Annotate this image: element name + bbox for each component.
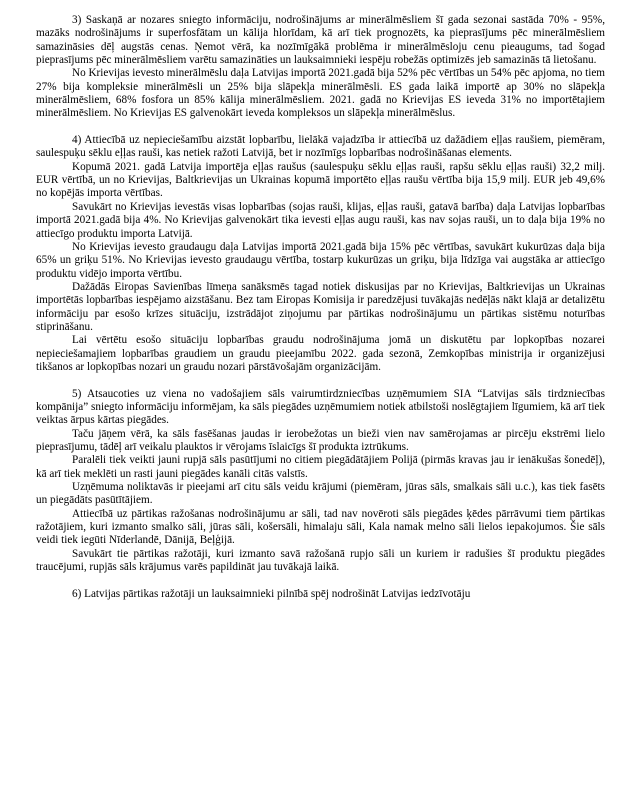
paragraph-5-packaging-capacity: Taču jāņem vērā, ka sāls fasēšanas jaudas ir ierobežotas un bieži vien nav samērojamas ar pircēju ekstrēmi lielo pieprasījumu, tādēļ arī veikalu plauktos ir vērojams īslaicīgs šī produkta iztrūkums.: [36, 427, 605, 453]
paragraph-4-feed-replacement: 4) Attiecībā uz nepieciešamību aizstāt lopbarību, lielākā vajadzība ir attiecībā uz dažādiem eļļas raušiem, piemēram, saulespuķu sēklu eļļas rauši, kas netiek ražoti Latvijā, bet ir nozīmīgs lopbarības nodrošināšanas elements.: [36, 134, 605, 160]
paragraph-5-salt-supply: 5) Atsaucoties uz viena no vadošajiem sāls vairumtirdzniecības uzņēmumiem SIA “Latvijas sāls tirdzniecības kompānija” sniegto informāciju informējam, ka sāls piegādes uzņēmumiem notiek atbilstoši noslēgtajiem līgumiem, kā arī tiek veiktas ārpus kārtas piegādes.: [36, 387, 605, 427]
paragraph-4-eu-discussions: Dažādās Eiropas Savienības līmeņa sanāksmēs tagad notiek diskusijas par no Krievijas, Baltkrievijas un Ukrainas importētās lopbarības iespējamo aizstāšanu. Bez tam Eiropas Komisija ir paredzējusi tuvākajās nedēļās nākt klajā ar detalizētu informāciju par esošo krīzes situāciju, izstrādājot ziņojumu par pārtikas nodrošinājumu un pārtikas sistēmu noturības stiprināšanu.: [36, 280, 605, 333]
paragraph-spacer: [36, 374, 605, 387]
paragraph-3-russian-fertilizer-imports: No Krievijas ievesto minerālmēslu daļa Latvijas importā 2021.gadā bija 52% pēc vērtības un 54% pēc apjoma, no tiem 27% bija kompleksie minerālmēsli un 25% bija slāpekļa minerālmēsli. ES gada laikā importē ap 30% no slāpekļa minerālmēsliem, 68% fosfora un 85% kālija minerālmēsliem. 2021. gadā no Krievijas ES ieveda 31% no importētajiem minerālmēsliem. No Krievijas ES galvenokārt ieveda kompleksos un slāpekļa minerālmēslus.: [36, 67, 605, 120]
paragraph-5-warehouse-stock: Uzņēmuma noliktavās ir pieejami arī citu sāls veidu krājumi (piemēram, jūras sāls, smalkais sāli u.c.), kas tiek fasēts un piegādāts pasūtītājiem.: [36, 481, 605, 507]
paragraph-5-coarse-salt: Savukārt tie pārtikas ražotāji, kuri izmanto savā ražošanā rupjo sāli un kuriem ir radušies šī produktu piegādes traucējumi, rupjās sāls krājumus varēs papildināt jau tuvākajā laikā.: [36, 547, 605, 574]
paragraph-4-ministry-meeting: Lai vērtētu esošo situāciju lopbarības graudu nodrošinājuma jomā un diskutētu par lopkopības nozarei nepieciešamajiem lopbarības graudiem un graudu pieejamību 2022. gada sezonā, Zemkopības ministrija ir organizējusi tikšanos ar lopkopības nozari un graudu nozari pārstāvošajām organizācijām.: [36, 334, 605, 373]
paragraph-5-new-orders: Paralēli tiek veikti jauni rupjā sāls pasūtījumi no citiem piegādātājiem Polijā (pirmās kravas jau ir ienākušas šonedēļ), kā arī tiek meklēti un rasti jauni piegādes kanāli citās valstīs.: [36, 454, 605, 480]
paragraph-4-oilcake-imports: Kopumā 2021. gadā Latvija importēja eļļas raušus (saulespuķu sēklu eļļas rauši, rapšu sēklu eļļas rauši) 32,2 milj. EUR vērtībā, un no Krievijas, Baltkrievijas un Ukrainas kopumā importēto eļļas raušu vērtība bija 15,9 milj. EUR jeb 49,6% no kopējās importa vērtības.: [36, 160, 605, 200]
paragraph-5-food-production-salt: Attiecībā uz pārtikas ražošanas nodrošinājumu ar sāli, tad nav novēroti sāls piegādes ķēdes pārrāvumi tiem pārtikas ražotājiem, kuri izmanto smalko sāli, jūras sāli, košersāli, himalaju sāli, Kala namak melno sāli lielos iepakojumos. Šie sāls veidi tiek iegūti Nīderlandē, Dānijā, Beļģijā.: [36, 507, 605, 547]
paragraph-4-russian-feed-share: Savukārt no Krievijas ievestās visas lopbarības (sojas rauši, klijas, eļļas rauši, gatavā barība) daļa Latvijas lopbarības importā 2021.gadā bija 4%. No Krievijas galvenokārt tika ievesti eļļas augu rauši, kas nav sojas rauši, un to daļa bija 19% no attiecīgo produktu importa Latvijā.: [36, 200, 605, 240]
paragraph-6-food-producers: 6) Latvijas pārtikas ražotāji un lauksaimnieki pilnībā spēj nodrošināt Latvijas iedzīvotāju: [72, 587, 471, 600]
paragraph-spacer: [36, 574, 605, 587]
paragraph-4-grain-imports: No Krievijas ievesto graudaugu daļa Latvijas importā 2021.gadā bija 15% pēc vērtības, savukārt kukurūzas daļa bija 65% un griķu 51%. No Krievijas ievesto graudaugu vērtība, tostarp kukurūzas un griķu, bija līdzīga vai augstāka ar attiecīgo produktu vidējo importa vērtību.: [36, 240, 605, 280]
paragraph-3-fertilizer-supply: 3) Saskaņā ar nozares sniegto informāciju, nodrošinājums ar minerālmēsliem šī gada sezonai sastāda 70% - 95%, mazāks nodrošinājums ir superfosfātam un kālija hlorīdam, kā arī tiek prognozēts, ka pieprasījums pēc minerālmēsliem samazināsies dēļ augstās cenas. Ņemot vērā, ka nozīmīgākā problēma ir minerālmēsloju cenu pieaugums, tad šogad pieprasījums pēc minerālmēsliem varētu samazināties un lauksaimnieki iespēju robežās optimizēs jeb samazinās tā lietošanu.: [36, 14, 605, 67]
paragraph-spacer: [36, 121, 605, 134]
